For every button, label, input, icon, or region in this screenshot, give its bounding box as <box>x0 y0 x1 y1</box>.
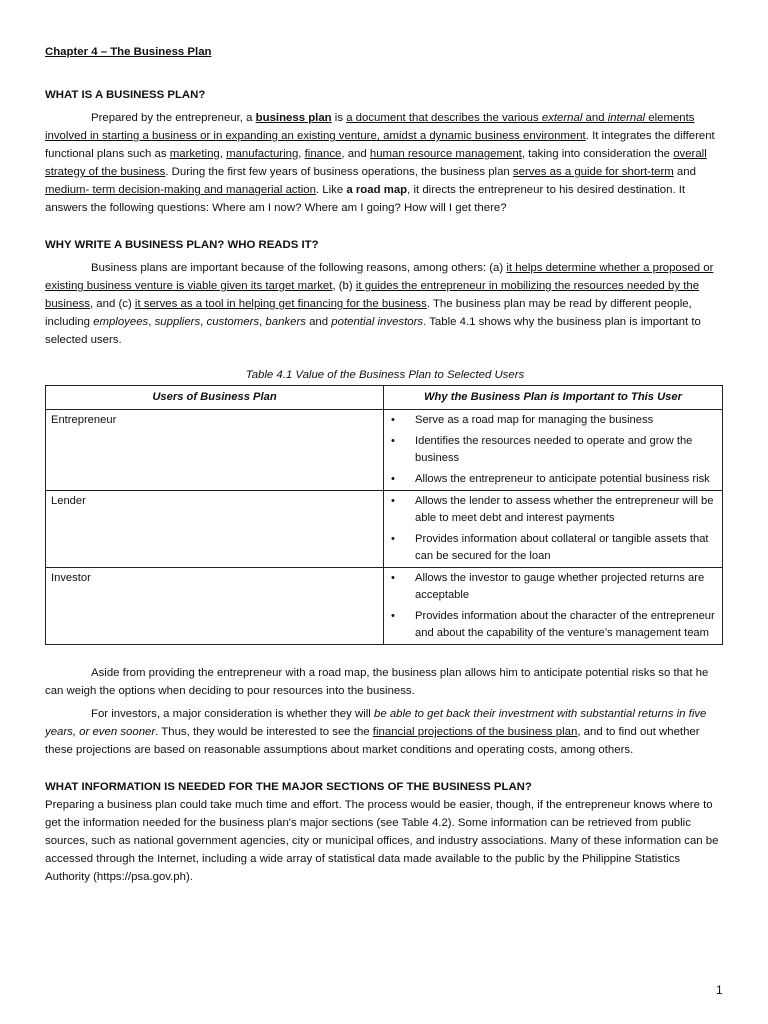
term-marketing: marketing <box>169 148 220 160</box>
text-run: . The business plan may be read by different people, including <box>45 298 692 328</box>
paragraph-reasons <box>45 259 725 349</box>
emphasis-returns: be able to get back their investment with substantial returns in five years, or even sooner <box>45 708 707 738</box>
section-heading-information-needed: WHAT INFORMATION IS NEEDED FOR THE MAJOR SECTIONS OF THE BUSINESS PLAN? <box>45 781 532 793</box>
text-run: is <box>331 112 347 124</box>
reader-employees: employees <box>93 316 149 328</box>
text-run: and <box>673 166 696 178</box>
text-run: , (b) <box>332 280 356 292</box>
table-row <box>46 568 723 645</box>
text-run: a document that describes the various <box>346 112 542 124</box>
table-row <box>46 491 723 568</box>
list-item <box>389 570 717 604</box>
user-cell: Lender <box>46 491 384 568</box>
list-item-text: Identifies the resources needed to operate and grow the business <box>415 435 693 464</box>
paragraph-definition <box>45 109 725 217</box>
table-header-row <box>46 386 723 410</box>
section-heading-why-write: WHY WRITE A BUSINESS PLAN? WHO READS IT? <box>45 239 319 251</box>
text-run: and <box>305 316 332 328</box>
reason-c: it serves as a tool in helping get financing for the business <box>134 298 427 310</box>
term-guide-short-term: serves as a guide for short-term <box>512 166 674 178</box>
text-run: . It integrates the different functional plans such as <box>45 130 715 160</box>
list-item <box>389 412 717 429</box>
reason-a: it helps determine whether a proposed or existing business venture is viable given its target market <box>45 262 714 292</box>
term-business-plan: business plan <box>255 112 332 124</box>
text-run: , <box>298 148 305 160</box>
text-run: . During the first few years of business operations, the business plan <box>165 166 513 178</box>
text-run: . Like <box>315 184 347 196</box>
column-header-why: Why the Business Plan is Important to This User <box>384 386 723 410</box>
reader-suppliers: suppliers <box>154 316 201 328</box>
bullet-icon: • <box>391 572 395 584</box>
text-run: , and to find out whether these projections are based on reasonable assumptions about market conditions and operating costs, among others. <box>45 726 700 756</box>
table-caption: Table 4.1 Value of the Business Plan to Selected Users <box>245 369 525 381</box>
reasons-cell <box>384 491 723 568</box>
bullet-icon: • <box>391 414 395 426</box>
emphasis-internal: internal <box>607 112 646 124</box>
paragraph-investors <box>45 705 725 759</box>
list-item <box>389 471 717 488</box>
text-run: , <box>259 316 266 328</box>
text-run: , and <box>341 148 370 160</box>
term-overall-strategy: overall strategy of the business <box>45 148 707 178</box>
term-finance: finance <box>304 148 342 160</box>
term-medium-term: medium- term decision-making and managerial action <box>45 184 316 196</box>
list-item-text: Provides information about collateral or tangible assets that can be secured for the loan <box>415 533 709 562</box>
list-item-text: Provides information about the character of the entrepreneur and about the capability of the venture’s management team <box>415 610 715 639</box>
reason-list <box>389 412 717 488</box>
reason-b: it guides the entrepreneur in mobilizing the resources needed by the business <box>45 280 700 310</box>
paragraph-information: Preparing a business plan could take much time and effort. The process would be easier, though, if the entrepreneur knows where to get the information needed for the business plan's major sections (see Table 4.2). Some information can be retrieved from public sources, such as national government agencies, city or municipal offices, and industry associations. Many of these information can be accessed through the Internet, including a wide array of statistical data made available to the public by the Philippine Statistics Authority (https://psa.gov.ph). <box>45 799 719 883</box>
list-item <box>389 493 717 527</box>
reasons-cell <box>384 568 723 645</box>
list-item <box>389 531 717 565</box>
text-run: Business plans are important because of the following reasons, among others: (a) <box>91 262 507 274</box>
reason-list <box>389 570 717 642</box>
list-item-text: Allows the investor to gauge whether projected returns are acceptable <box>415 572 705 601</box>
bullet-icon: • <box>391 473 395 485</box>
text-run: . Thus, they would be interested to see the <box>155 726 373 738</box>
section-heading-what-is: WHAT IS A BUSINESS PLAN? <box>45 89 206 101</box>
text-run: , <box>200 316 207 328</box>
term-manufacturing: manufacturing <box>226 148 299 160</box>
text-run: elements involved in starting a business or in expanding an existing venture, amidst a dynamic business environment <box>45 112 695 142</box>
text-run: , taking into consideration the <box>521 148 674 160</box>
list-item-text: Allows the lender to assess whether the entrepreneur will be able to meet debt and interest payments <box>415 495 714 524</box>
text-run: Prepared by the entrepreneur, a <box>91 112 256 124</box>
reader-customers: customers <box>206 316 260 328</box>
list-item <box>389 433 717 467</box>
user-cell: Entrepreneur <box>46 410 384 491</box>
text-run: For investors, a major consideration is whether they will <box>91 708 374 720</box>
chapter-title: Chapter 4 – The Business Plan <box>45 46 212 58</box>
reason-list <box>389 493 717 565</box>
text-run: . Table 4.1 shows why the business plan is important to selected users. <box>45 316 701 346</box>
page-number: 1 <box>716 983 723 997</box>
paragraph-road-map: Aside from providing the entrepreneur with a road map, the business plan allows him to anticipate potential risks so that he can weigh the options when deciding to pour resources into the business. <box>45 667 709 697</box>
bullet-icon: • <box>391 435 395 447</box>
reader-bankers: bankers <box>265 316 306 328</box>
term-road-map: a road map <box>346 184 408 196</box>
user-cell: Investor <box>46 568 384 645</box>
emphasis-external: external <box>541 112 583 124</box>
column-header-users: Users of Business Plan <box>46 386 384 410</box>
document-page <box>45 43 725 886</box>
list-item-text: Allows the entrepreneur to anticipate potential business risk <box>415 473 710 485</box>
table-row <box>46 410 723 491</box>
list-item <box>389 608 717 642</box>
text-run: and <box>582 112 608 124</box>
term-financial-projections: financial projections of the business plan <box>372 726 578 738</box>
bullet-icon: • <box>391 610 395 622</box>
users-table <box>45 385 723 645</box>
text-run: , it directs the entrepreneur to his desired destination. It answers the following questions: Where am I now? Where am I going? How will I get there? <box>45 184 686 214</box>
reader-potential-investors: potential investors <box>331 316 424 328</box>
list-item-text: Serve as a road map for managing the business <box>415 414 654 426</box>
text-run: , <box>219 148 227 160</box>
text-run: , and (c) <box>89 298 135 310</box>
bullet-icon: • <box>391 533 395 545</box>
text-run: , <box>148 316 155 328</box>
term-hr-management: human resource management <box>369 148 522 160</box>
bullet-icon: • <box>391 495 395 507</box>
reasons-cell <box>384 410 723 491</box>
